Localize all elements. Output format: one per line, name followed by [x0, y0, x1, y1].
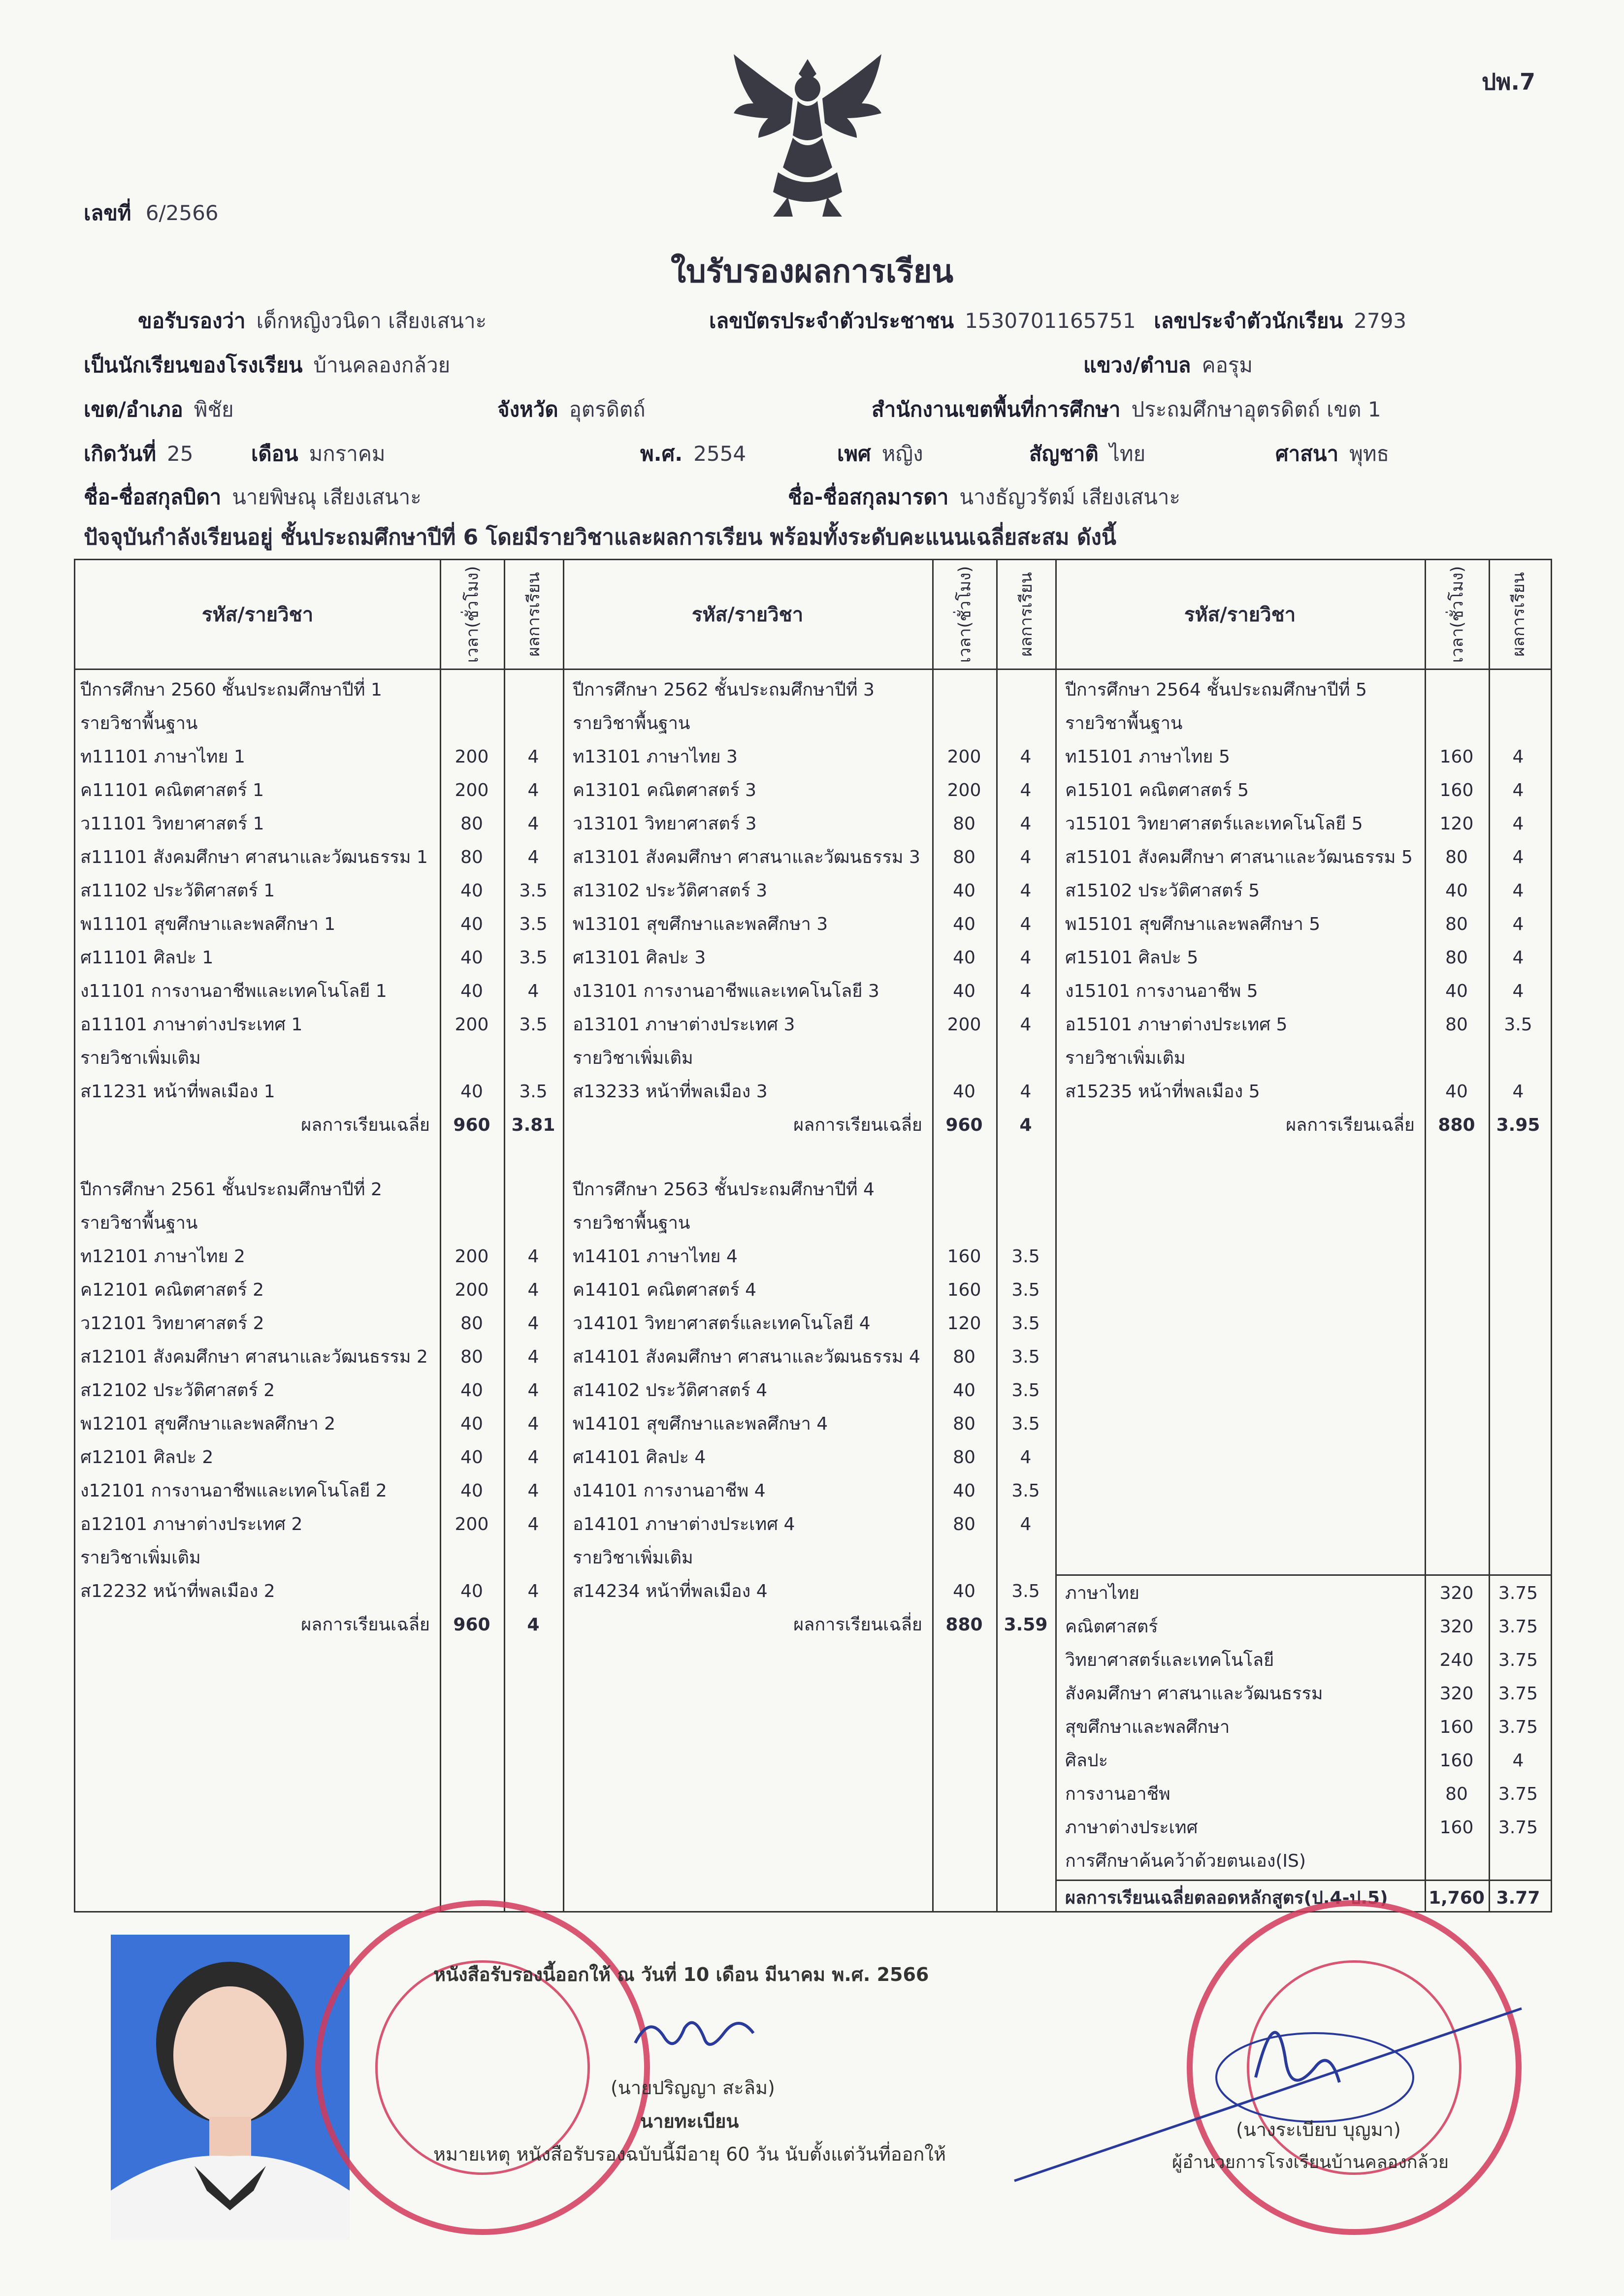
table-row: ท11101 ภาษาไทย 1 200 4 [80, 747, 539, 767]
id-row: เลขบัตรประจำตัวประชาชน 1530701165751 เลขประจำตัวนักเรียน 2793 [709, 309, 1407, 333]
year-block-2561 [75, 1173, 563, 1642]
summary-row: การศึกษาค้นคว้าด้วยตนเอง(IS) [1065, 1851, 1306, 1871]
grades-table [74, 559, 1552, 1913]
table-row: ส12102 ประวัติศาสตร์ 2 40 4 [80, 1380, 539, 1401]
year-block-2560 [75, 673, 563, 1142]
year-header: ปีการศึกษา 2561 ชั้นประถมศึกษาปีที่ 2 [80, 1180, 382, 1200]
table-row: ส11102 ประวัติศาสตร์ 1 40 3.5 [80, 881, 548, 901]
registrar-signature [630, 2009, 778, 2063]
student-id: 2793 [1354, 309, 1407, 333]
summary-row: ภาษาไทย 320 3.75 [1065, 1583, 1538, 1603]
birth-day-row: เกิดวันที่ 25 [84, 442, 194, 466]
table-row: ว12101 วิทยาศาสตร์ 2 80 4 [80, 1313, 539, 1334]
table-header-rule [75, 669, 1551, 670]
table-row: ศ11101 ศิลปะ 1 40 3.5 [80, 948, 548, 968]
hours-header: เวลา(ชั่วโมง) [1447, 566, 1467, 663]
year-average-row: ผลการเรียนเฉลี่ย 880 3.59 [793, 1615, 1048, 1635]
table-row: ว14101 วิทยาศาสตร์และเทคโนโลยี 4 120 3.5 [573, 1313, 1040, 1334]
table-row: พ14101 สุขศึกษาและพลศึกษา 4 80 3.5 [573, 1414, 1040, 1434]
table-row: อ15101 ภาษาต่างประเทศ 5 80 3.5 [1065, 1015, 1532, 1035]
mother-row: ชื่อ-ชื่อสกุลมารดา นางธัญวรัตม์ เสียงเสนาะ [788, 485, 1181, 509]
garuda-emblem [724, 49, 891, 226]
table-row: ง13101 การงานอาชีพและเทคโนโลยี 3 40 4 [573, 981, 1032, 1001]
year-header: ปีการศึกษา 2560 ชั้นประถมศึกษาปีที่ 1 [80, 680, 382, 700]
summary-row: คณิตศาสตร์ 320 3.75 [1065, 1617, 1538, 1637]
summary-total-rule [1055, 1880, 1551, 1881]
table-row: ท12101 ภาษาไทย 2 200 4 [80, 1246, 539, 1267]
school-name: บ้านคลองกล้วย [313, 353, 451, 377]
validity-note: หมายเหตุ หนังสือรับรองฉบับนี้มีอายุ 60 วัน นับตั้งแต่วันที่ออกให้ [433, 2143, 946, 2165]
student-name: เด็กหญิงวนิดา เสียงเสนาะ [256, 309, 487, 333]
section-label: รายวิชาพื้นฐาน [80, 1213, 198, 1233]
subject-header: รหัส/รายวิชา [1184, 604, 1296, 626]
table-row: ว15101 วิทยาศาสตร์และเทคโนโลยี 5 120 4 [1065, 814, 1524, 834]
sex-row: เพศ หญิง [837, 442, 923, 466]
table-row: ศ14101 ศิลปะ 4 80 4 [573, 1447, 1032, 1467]
table-row: ง12101 การงานอาชีพและเทคโนโลยี 2 40 4 [80, 1481, 539, 1501]
hours-header: เวลา(ชั่วโมง) [955, 566, 974, 663]
table-row: ส14102 ประวัติศาสตร์ 4 40 3.5 [573, 1380, 1040, 1401]
province-row: จังหวัด อุตรดิตถ์ [497, 397, 646, 421]
table-row: อ12101 ภาษาต่างประเทศ 2 200 4 [80, 1514, 539, 1534]
page-title: ใบรับรองผลการเรียน [670, 254, 954, 290]
summary-row: สุขศึกษาและพลศึกษา 160 3.75 [1065, 1717, 1538, 1737]
year-header: ปีการศึกษา 2562 ชั้นประถมศึกษาปีที่ 3 [573, 680, 875, 700]
table-row: ส15101 สังคมศึกษา ศาสนาและวัฒนธรรม 5 80 4 [1065, 847, 1524, 867]
section-label: รายวิชาเพิ่มเติม [573, 1048, 693, 1068]
year-block-2564 [1060, 673, 1548, 1142]
section-label: รายวิชาพื้นฐาน [80, 713, 198, 733]
father-row: ชื่อ-ชื่อสกุลบิดา นายพิษณุ เสียงเสนาะ [84, 485, 422, 509]
subdistrict-row: แขวง/ตำบล คอรุม [1083, 353, 1253, 377]
table-row: ส13233 หน้าที่พลเมือง 3 40 4 [573, 1082, 1032, 1102]
table-row: ง11101 การงานอาชีพและเทคโนโลยี 1 40 4 [80, 981, 539, 1001]
section-label: รายวิชาเพิ่มเติม [80, 1048, 201, 1068]
summary-row: สังคมศึกษา ศาสนาและวัฒนธรรม 320 3.75 [1065, 1684, 1538, 1704]
table-row: ศ15101 ศิลปะ 5 80 4 [1065, 948, 1524, 968]
table-row: ค14101 คณิตศาสตร์ 4 160 3.5 [573, 1280, 1040, 1300]
table-row: อ11101 ภาษาต่างประเทศ 1 200 3.5 [80, 1015, 548, 1035]
table-row: ส11231 หน้าที่พลเมือง 1 40 3.5 [80, 1082, 548, 1102]
religion-row: ศาสนา พุทธ [1275, 442, 1390, 466]
table-row: ส11101 สังคมศึกษา ศาสนาและวัฒนธรรม 1 80 4 [80, 847, 539, 867]
summary-top-rule [1055, 1574, 1551, 1576]
nationality-row: สัญชาติ ไทย [1029, 442, 1146, 466]
registrar-title: นายทะเบียน [640, 2110, 739, 2132]
table-row: ท13101 ภาษาไทย 3 200 4 [573, 747, 1032, 767]
section-label: รายวิชาพื้นฐาน [573, 1213, 690, 1233]
section-label: รายวิชาพื้นฐาน [1065, 713, 1183, 733]
district-row: เขต/อำเภอ พิชัย [84, 397, 234, 421]
form-id: ปพ.7 [1481, 68, 1535, 95]
portrait-illustration [111, 1935, 350, 2240]
table-row: ส12232 หน้าที่พลเมือง 2 40 4 [80, 1581, 539, 1601]
area-office-row: สำนักงานเขตพื้นที่การศึกษา ประถมศึกษาอุตรดิตถ์ เขต 1 [872, 397, 1381, 421]
table-row: ส12101 สังคมศึกษา ศาสนาและวัฒนธรรม 2 80 4 [80, 1347, 539, 1367]
intro-statement: ปัจจุบันกำลังเรียนอยู่ ชั้นประถมศึกษาปีที่ 6 โดยมีรายวิชาและผลการเรียน พร้อมทั้งระดับคะแนนเฉลี่ยสะสม ดังนี้ [84, 525, 1116, 550]
table-row: ว11101 วิทยาศาสตร์ 1 80 4 [80, 814, 539, 834]
summary-row: ศิลปะ 160 4 [1065, 1751, 1524, 1771]
table-row: ศ13101 ศิลปะ 3 40 4 [573, 948, 1032, 968]
grade-header: ผลการเรียน [1509, 572, 1528, 657]
table-row: ค12101 คณิตศาสตร์ 2 200 4 [80, 1280, 539, 1300]
table-row: ค13101 คณิตศาสตร์ 3 200 4 [573, 780, 1032, 800]
section-label: รายวิชาเพิ่มเติม [1065, 1048, 1186, 1068]
section-label: รายวิชาเพิ่มเติม [80, 1548, 201, 1568]
year-header: ปีการศึกษา 2564 ชั้นประถมศึกษาปีที่ 5 [1065, 680, 1367, 700]
table-row: ส15102 ประวัติศาสตร์ 5 40 4 [1065, 881, 1524, 901]
table-row: ท14101 ภาษาไทย 4 160 3.5 [573, 1246, 1040, 1267]
overall-average-row: ผลการเรียนเฉลี่ยตลอดหลักสูตร(ป.4-ป.5) 1,760 3.77 [1065, 1888, 1540, 1908]
document-number: เลขที่ 6/2566 [84, 201, 219, 225]
summary-row: การงานอาชีพ 80 3.75 [1065, 1784, 1538, 1804]
id-card-number: 1530701165751 [965, 309, 1136, 333]
table-row: ง14101 การงานอาชีพ 4 40 3.5 [573, 1481, 1040, 1501]
summary-block [1060, 1577, 1548, 1878]
col-rule [563, 560, 564, 1911]
summary-row: วิทยาศาสตร์และเทคโนโลยี 240 3.75 [1065, 1650, 1538, 1670]
director-title: ผู้อำนวยการโรงเรียนบ้านคลองกล้วย [1172, 2152, 1449, 2172]
hours-header: เวลา(ชั่วโมง) [462, 566, 482, 663]
table-row: ส14234 หน้าที่พลเมือง 4 40 3.5 [573, 1581, 1040, 1601]
table-row: ส15235 หน้าที่พลเมือง 5 40 4 [1065, 1082, 1524, 1102]
year-header: ปีการศึกษา 2563 ชั้นประถมศึกษาปีที่ 4 [573, 1180, 875, 1200]
section-label: รายวิชาพื้นฐาน [573, 713, 690, 733]
year-average-row: ผลการเรียนเฉลี่ย 960 3.81 [301, 1115, 555, 1135]
year-average-row: ผลการเรียนเฉลี่ย 960 4 [301, 1615, 540, 1635]
year-block-2563 [568, 1173, 1055, 1642]
table-row: พ13101 สุขศึกษาและพลศึกษา 3 40 4 [573, 914, 1032, 934]
issue-date: หนังสือรับรองนี้ออกให้ ณ วันที่ 10 เดือน มีนาคม พ.ศ. 2566 [433, 1964, 929, 1985]
table-row: ส13101 สังคมศึกษา ศาสนาและวัฒนธรรม 3 80 4 [573, 847, 1032, 867]
grade-header: ผลการเรียน [524, 572, 544, 657]
table-row: อ13101 ภาษาต่างประเทศ 3 200 4 [573, 1015, 1032, 1035]
school-row: เป็นนักเรียนของโรงเรียน บ้านคลองกล้วย [84, 353, 451, 377]
table-row: ง15101 การงานอาชีพ 5 40 4 [1065, 981, 1524, 1001]
year-block-2562 [568, 673, 1055, 1142]
table-row: ส13102 ประวัติศาสตร์ 3 40 4 [573, 881, 1032, 901]
director-name: (นางระเบียบ บุญมา) [1236, 2119, 1401, 2140]
certify-name-row: ขอรับรองว่า เด็กหญิงวนิดา เสียงเสนาะ [138, 309, 487, 333]
year-average-row: ผลการเรียนเฉลี่ย 960 4 [793, 1115, 1032, 1135]
table-row: ค11101 คณิตศาสตร์ 1 200 4 [80, 780, 539, 800]
section-label: รายวิชาเพิ่มเติม [573, 1548, 693, 1568]
col-rule [1055, 560, 1057, 1911]
birth-month-row: เดือน มกราคม [251, 442, 386, 466]
student-photo [111, 1935, 350, 2240]
grade-header: ผลการเรียน [1016, 572, 1036, 657]
table-row: ค15101 คณิตศาสตร์ 5 160 4 [1065, 780, 1524, 800]
table-row: อ14101 ภาษาต่างประเทศ 4 80 4 [573, 1514, 1032, 1534]
table-row: ท15101 ภาษาไทย 5 160 4 [1065, 747, 1524, 767]
table-row: พ11101 สุขศึกษาและพลศึกษา 1 40 3.5 [80, 914, 548, 934]
school-seal-stamp [315, 1900, 650, 2235]
table-row: พ12101 สุขศึกษาและพลศึกษา 2 40 4 [80, 1414, 539, 1434]
table-row: ส14101 สังคมศึกษา ศาสนาและวัฒนธรรม 4 80 3.5 [573, 1347, 1040, 1367]
table-row: ศ12101 ศิลปะ 2 40 4 [80, 1447, 539, 1467]
table-row: พ15101 สุขศึกษาและพลศึกษา 5 80 4 [1065, 914, 1524, 934]
year-average-row: ผลการเรียนเฉลี่ย 880 3.95 [1286, 1115, 1540, 1135]
subject-header: รหัส/รายวิชา [201, 604, 314, 626]
table-row: ว13101 วิทยาศาสตร์ 3 80 4 [573, 814, 1032, 834]
summary-row: ภาษาต่างประเทศ 160 3.75 [1065, 1818, 1538, 1838]
birth-year-row: พ.ศ. 2554 [640, 442, 747, 466]
subject-header: รหัส/รายวิชา [691, 604, 804, 626]
registrar-name: (นายปริญญา สะลิม) [611, 2077, 775, 2099]
